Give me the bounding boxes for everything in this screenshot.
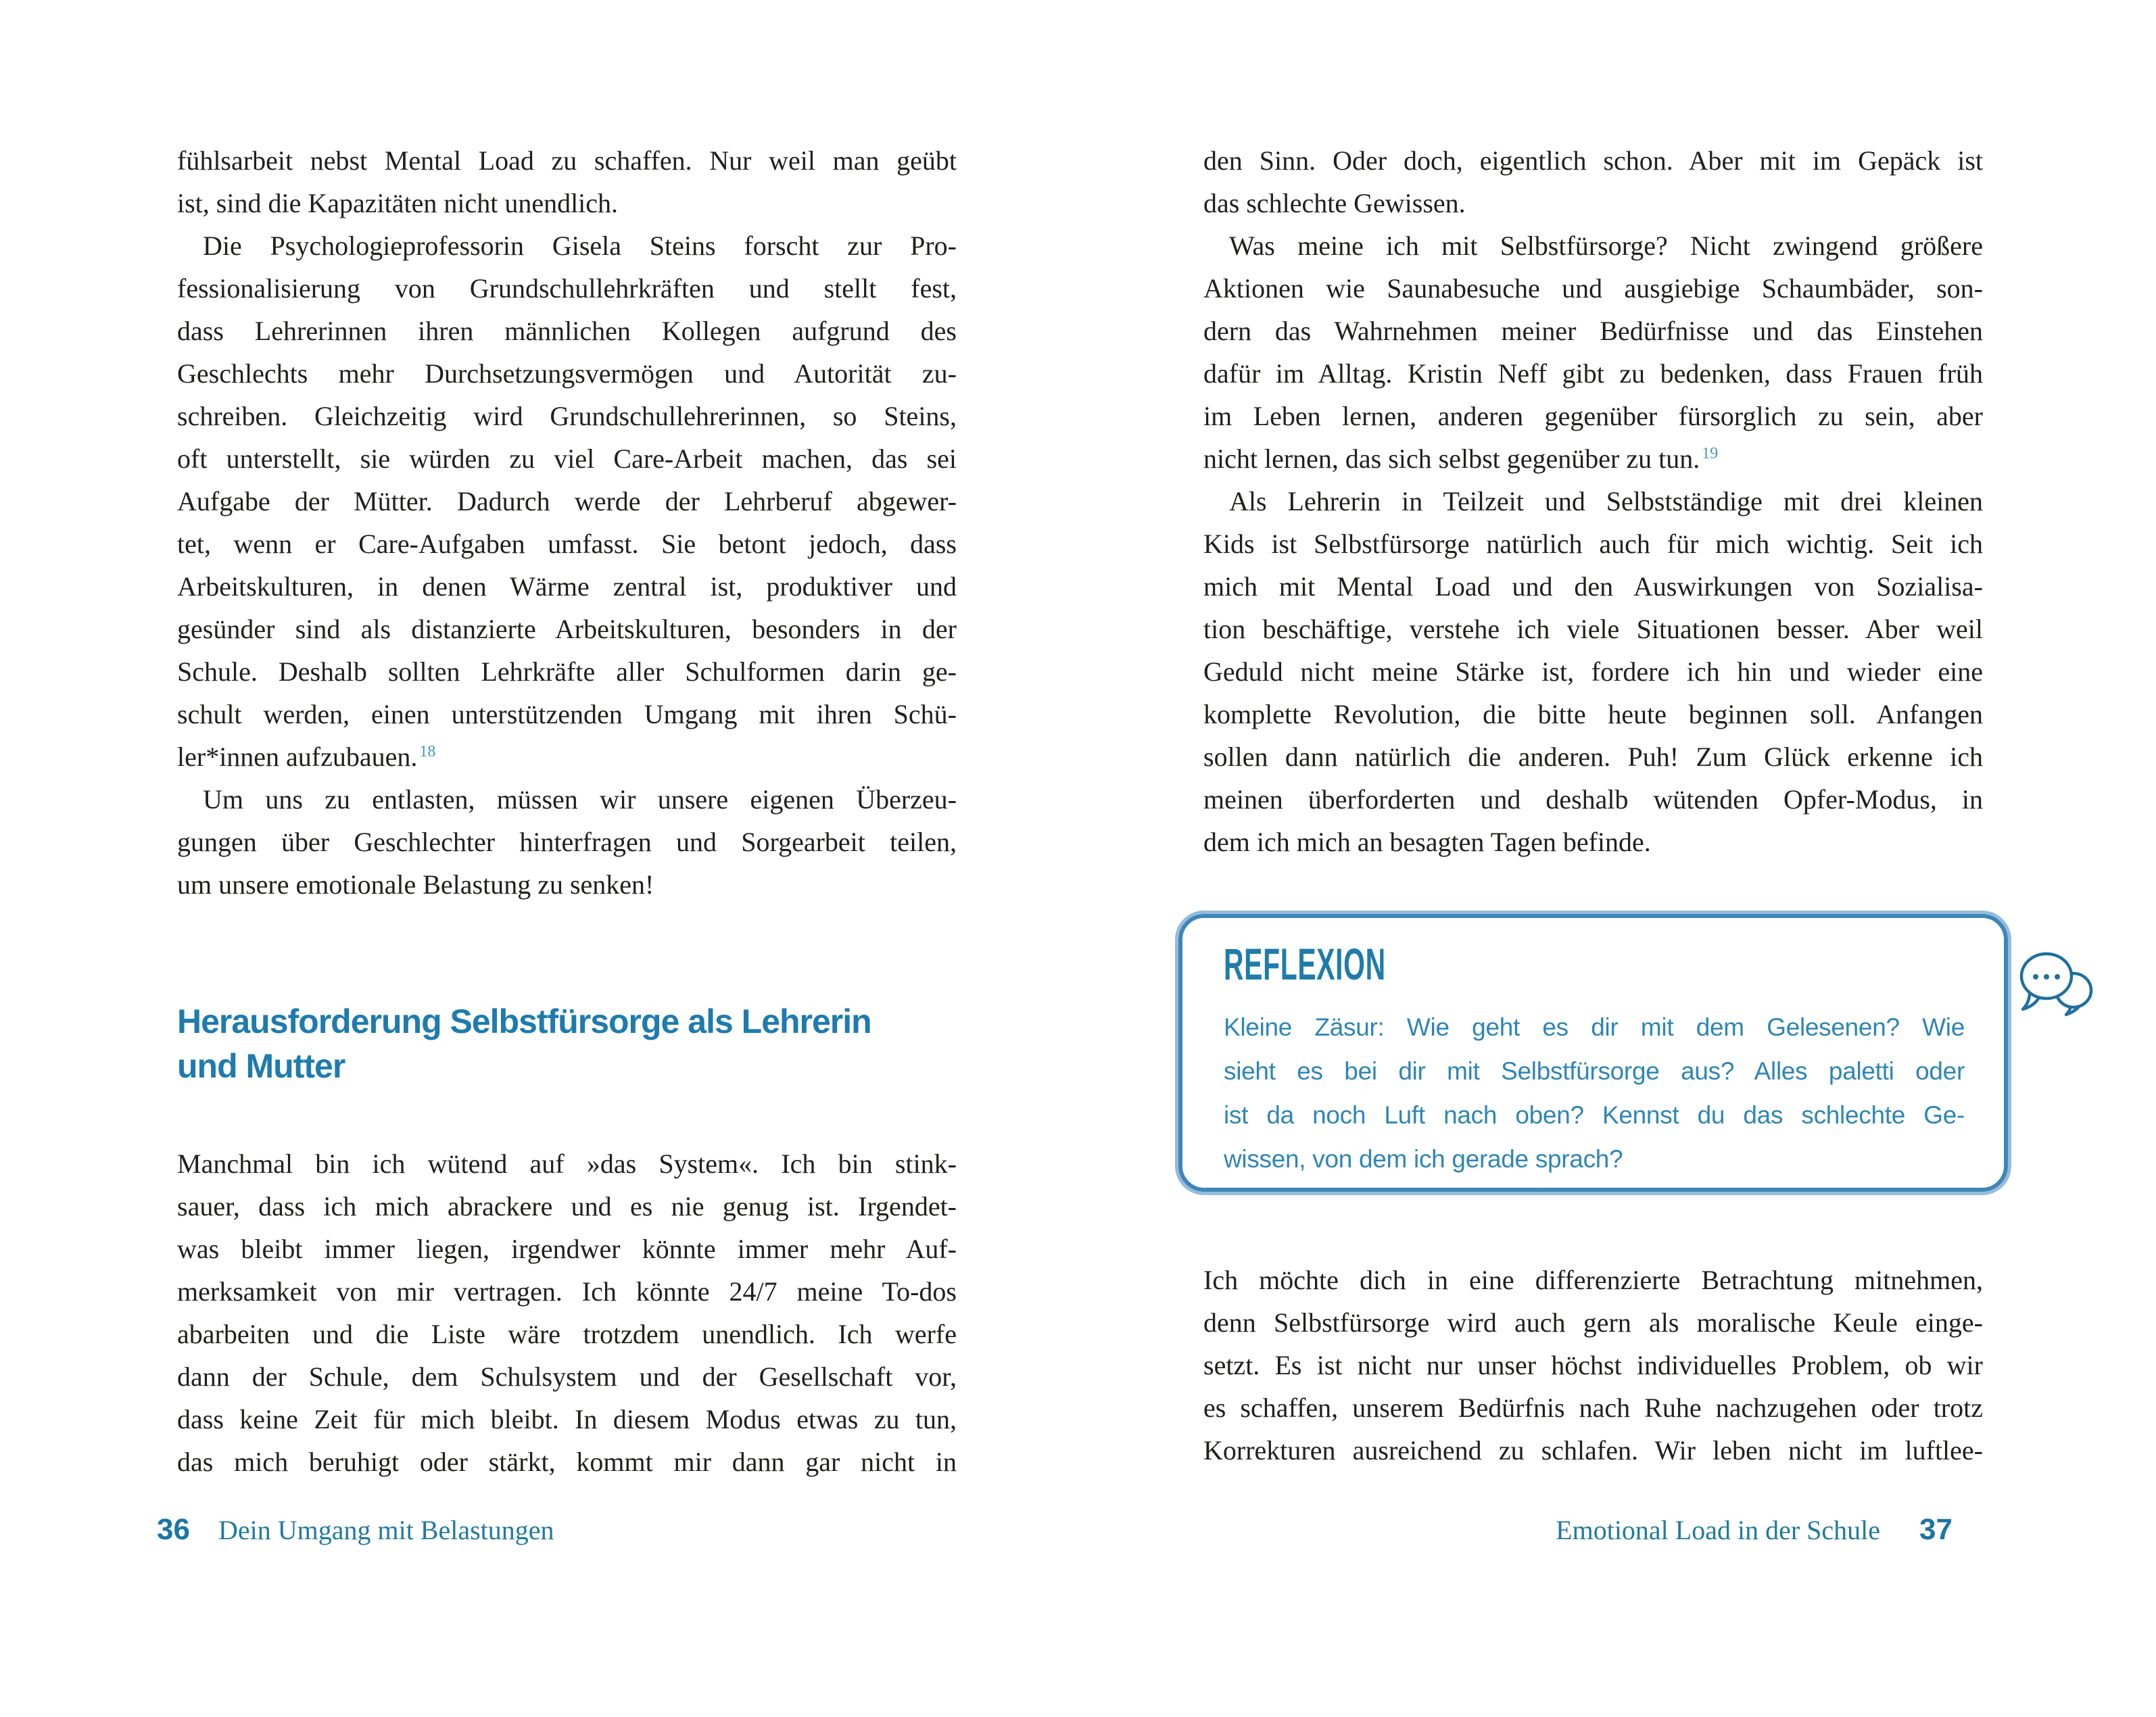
text-line: sollen dann natürlich die anderen. Puh! Zum Glück erkenne ich bbox=[1203, 742, 1983, 772]
text-line: Um uns zu entlasten, müssen wir unsere eigenen Überzeu- bbox=[203, 784, 957, 815]
text-line: ler*innen aufzubauen. $^{18}$ bbox=[177, 742, 436, 772]
paragraph bbox=[1203, 224, 1983, 480]
text-line: sieht es bei dir mit Selbstfürsorge aus? Alles paletti oder bbox=[1224, 1057, 1965, 1085]
text-line: Aktionen wie Saunabesuche und ausgiebige Schaumbäder, son- bbox=[1203, 273, 1983, 304]
text-line: mich mit Mental Load und den Auswirkungen von Sozialisa- bbox=[1203, 571, 1983, 602]
text-line: Manchmal bin ich wütend auf »das System«. Ich bin stink- bbox=[177, 1148, 957, 1179]
text-line: schult werden, einen unterstützenden Umgang mit ihren Schü- bbox=[177, 699, 957, 729]
text-line: ist da noch Luft nach oben? Kennst du das schlechte Ge- bbox=[1224, 1101, 1965, 1129]
text-line: tion beschäftige, verstehe ich viele Situationen besser. Aber weil bbox=[1203, 614, 1983, 644]
text-line: sauer, dass ich mich abrackere und es nie genug ist. Irgendet- bbox=[177, 1191, 957, 1222]
paragraph bbox=[177, 778, 957, 906]
text-line: dafür im Alltag. Kristin Neff gibt zu bedenken, dass Frauen früh bbox=[1203, 358, 1983, 389]
text-line: es schaffen, unserem Bedürfnis nach Ruhe nachzugehen oder trotz bbox=[1203, 1393, 1983, 1423]
dot bbox=[2044, 974, 2049, 980]
text-line: dem ich mich an besagten Tagen befinde. bbox=[1203, 827, 1651, 857]
text-line: schreiben. Gleichzeitig wird Grundschullehrerinnen, so Steins, bbox=[177, 401, 957, 431]
paragraph bbox=[177, 139, 957, 224]
text-line: Was meine ich mit Selbstfürsorge? Nicht zwingend größere bbox=[1229, 231, 1983, 261]
section-heading bbox=[177, 999, 871, 1088]
text-line: Aufgabe der Mütter. Dadurch werde der Lehrberuf abgewer- bbox=[177, 486, 957, 516]
text-line: das mich beruhigt oder stärkt, kommt mir dann gar nicht in bbox=[177, 1447, 957, 1477]
text-line: fessionalisierung von Grundschullehrkräften und stellt fest, bbox=[177, 273, 957, 304]
paragraph bbox=[1224, 1005, 1965, 1181]
text-line: wissen, von dem ich gerade sprach? bbox=[1224, 1145, 1623, 1173]
text-line: im Leben lernen, anderen gegenüber fürsorglich zu sein, aber bbox=[1203, 401, 1983, 431]
text-line: Die Psychologieprofessorin Gisela Steins forscht zur Pro- bbox=[203, 231, 957, 261]
paragraph bbox=[177, 1142, 957, 1483]
page-number: 37 bbox=[1919, 1513, 1953, 1546]
paragraph bbox=[1203, 139, 1983, 224]
text-line: Kleine Zäsur: Wie geht es dir mit dem Gelesenen? Wie bbox=[1224, 1013, 1965, 1041]
text-line: meinen überforderten und deshalb wütenden Opfer-Modus, in bbox=[1203, 784, 1983, 815]
text-line: fühlsarbeit nebst Mental Load zu schaffen. Nur weil man geübt bbox=[177, 145, 957, 176]
text-line: dann der Schule, dem Schulsystem und der Gesellschaft vor, bbox=[177, 1361, 957, 1392]
text-line: Geduld nicht meine Stärke ist, fordere ich hin und wieder eine bbox=[1203, 656, 1983, 687]
footnote-ref: 18 bbox=[419, 742, 436, 760]
text-line: tet, wenn er Care-Aufgaben umfasst. Sie betont jedoch, dass bbox=[177, 529, 957, 559]
reflexion-box-title: REFLEXION bbox=[1224, 939, 1386, 989]
section-heading-line: Herausforderung Selbstfürsorge als Lehrerin bbox=[177, 1002, 871, 1040]
right-page-footer bbox=[1203, 1513, 1983, 1547]
left-page-body-text bbox=[177, 139, 957, 906]
text-line: Schule. Deshalb sollten Lehrkräfte aller Schulformen darin ge- bbox=[177, 656, 957, 687]
reflexion-box bbox=[1178, 914, 2008, 1192]
page-number: 36 bbox=[157, 1513, 190, 1546]
dot bbox=[2033, 974, 2038, 980]
paragraph bbox=[177, 224, 957, 778]
text-line: komplette Revolution, die bitte heute beginnen soll. Anfangen bbox=[1203, 699, 1983, 729]
left-page-footer bbox=[157, 1513, 554, 1547]
speech-bubbles-icon bbox=[2019, 952, 2093, 1017]
section-heading-line: und Mutter bbox=[177, 1047, 345, 1085]
dot bbox=[2055, 974, 2060, 980]
running-title: Emotional Load in der Schule bbox=[1556, 1515, 1881, 1545]
text-line: gungen über Geschlechter hinterfragen und Sorgearbeit teilen, bbox=[177, 827, 957, 857]
text-line: oft unterstellt, sie würden zu viel Care-Arbeit machen, das sei bbox=[177, 443, 957, 474]
reflexion-box-text bbox=[1224, 1005, 1965, 1181]
text-line: Kids ist Selbstfürsorge natürlich auch für mich wichtig. Seit ich bbox=[1203, 529, 1983, 559]
text-line: um unsere emotionale Belastung zu senken! bbox=[177, 869, 654, 900]
left-page-lower-text bbox=[177, 1142, 957, 1483]
text-line: das schlechte Gewissen. bbox=[1203, 188, 1466, 218]
text-line: dern das Wahrnehmen meiner Bedürfnisse und das Einstehen bbox=[1203, 316, 1983, 346]
paragraph bbox=[1203, 480, 1983, 863]
text-line: denn Selbstfürsorge wird auch gern als moralische Keule einge- bbox=[1203, 1307, 1983, 1338]
right-page-lower-text bbox=[1203, 1259, 1983, 1472]
text-line: gesünder sind als distanzierte Arbeitskulturen, besonders in der bbox=[177, 614, 957, 644]
text-line: dass keine Zeit für mich bleibt. In diesem Modus etwas zu tun, bbox=[177, 1404, 957, 1434]
text-line: dass Lehrerinnen ihren männlichen Kollegen aufgrund des bbox=[177, 316, 957, 346]
paragraph bbox=[1203, 1259, 1983, 1472]
text-line: ist, sind die Kapazitäten nicht unendlich. bbox=[177, 188, 619, 218]
text-line: setzt. Es ist nicht nur unser höchst individuelles Problem, ob wir bbox=[1203, 1350, 1983, 1380]
footnote-ref: 19 bbox=[1702, 444, 1719, 462]
text-line: was bleibt immer liegen, irgendwer könnte immer mehr Auf- bbox=[177, 1234, 957, 1264]
text-line: Ich möchte dich in eine differenzierte Betrachtung mitnehmen, bbox=[1203, 1265, 1983, 1295]
text-line: nicht lernen, das sich selbst gegenüber zu tun. $^{19}$ bbox=[1203, 443, 1719, 474]
text-line: Korrekturen ausreichend zu schlafen. Wir leben nicht im luftlee- bbox=[1203, 1435, 1983, 1466]
right-page-body-text bbox=[1203, 139, 1983, 863]
text-line: Geschlechts mehr Durchsetzungsvermögen und Autorität zu- bbox=[177, 358, 957, 389]
text-line: den Sinn. Oder doch, eigentlich schon. Aber mit im Gepäck ist bbox=[1203, 145, 1983, 176]
running-title: Dein Umgang mit Belastungen bbox=[218, 1515, 554, 1545]
text-line: abarbeiten und die Liste wäre trotzdem unendlich. Ich werfe bbox=[177, 1319, 957, 1349]
text-line: merksamkeit von mir vertragen. Ich könnte 24/7 meine To-dos bbox=[177, 1276, 957, 1307]
text-line: Als Lehrerin in Teilzeit und Selbstständige mit drei kleinen bbox=[1229, 486, 1983, 516]
text-line: Arbeitskulturen, in denen Wärme zentral ist, produktiver und bbox=[177, 571, 957, 602]
